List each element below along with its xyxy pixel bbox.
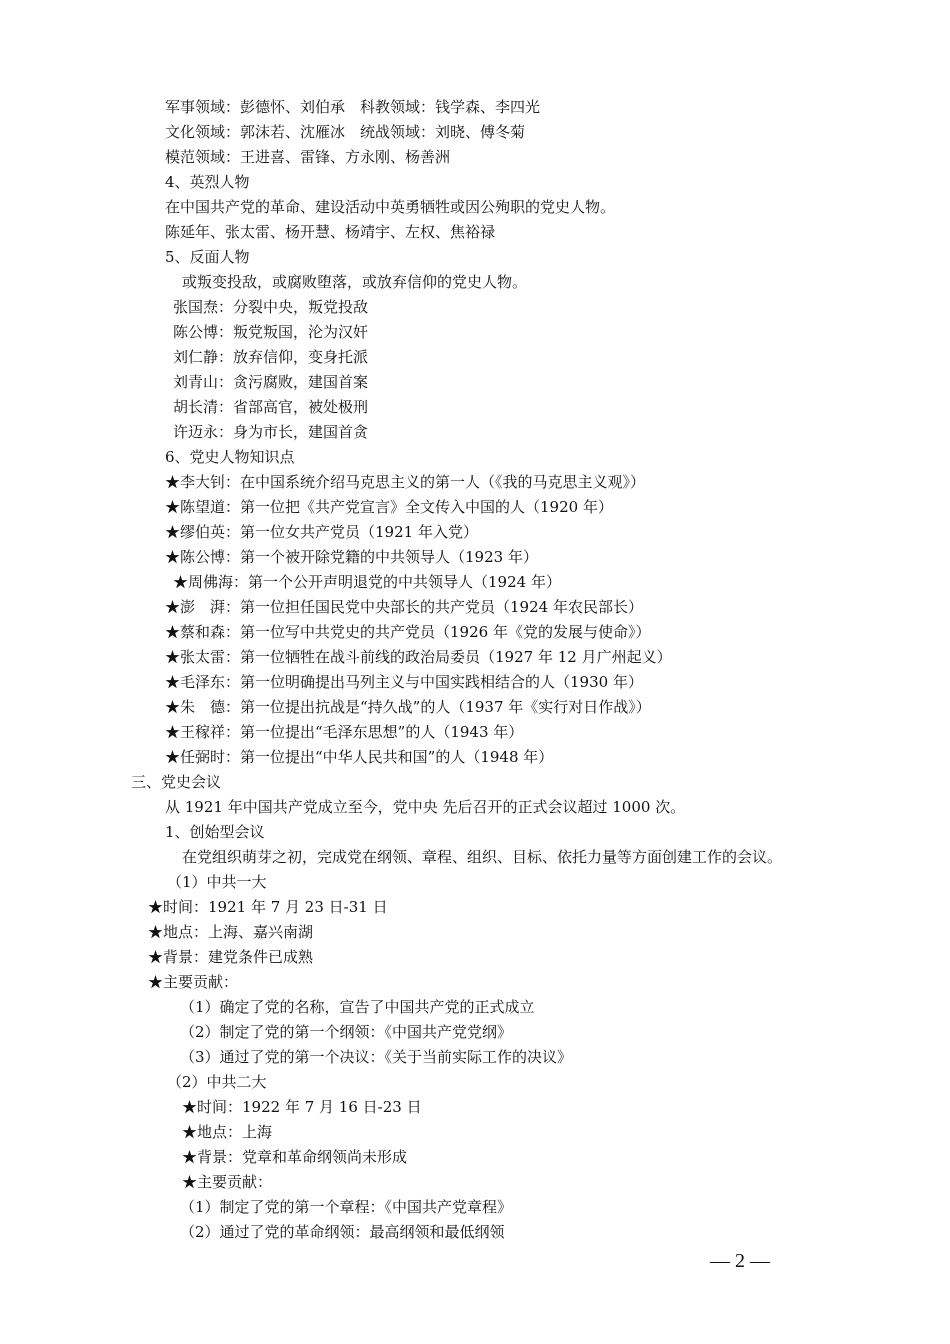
text-line: ★毛泽东：第一位明确提出马列主义与中国实践相结合的人（1930 年） [165, 673, 643, 691]
text-line: ★地点：上海、嘉兴南湖 [148, 923, 314, 941]
text-line: ★张太雷：第一位牺牲在战斗前线的政治局委员（1927 年 12 月广州起义） [165, 648, 672, 666]
text-line: ★地点：上海 [182, 1123, 273, 1141]
text-line: 从 1921 年中国共产党成立至今，党中央 先后召开的正式会议超过 1000 次。 [165, 798, 686, 816]
text-line: ★缪伯英：第一位女共产党员（1921 年入党） [165, 523, 478, 541]
section-heading: 1、创始型会议 [165, 823, 265, 841]
text-line: ★时间：1921 年 7 月 23 日-31 日 [148, 898, 388, 916]
text-line: ★朱 德：第一位提出抗战是“持久战”的人（1937 年《实行对日作战》） [165, 698, 651, 716]
text-line: 刘青山：贪污腐败，建国首案 [173, 373, 369, 391]
text-line: 胡长清：省部高官，被处极刑 [173, 398, 369, 416]
text-line: ★陈公博：第一个被开除党籍的中共领导人（1923 年） [165, 548, 538, 566]
section-heading: 三、党史会议 [131, 773, 222, 791]
text-line: 文化领域：郭沫若、沈雁冰 统战领域：刘晓、傅冬菊 [165, 123, 526, 141]
text-line: 许迈永：身为市长，建国首贪 [173, 423, 369, 441]
text-line: 刘仁静：放弃信仰，变身托派 [173, 348, 369, 366]
text-line: 陈公博：叛党叛国，沦为汉奸 [173, 323, 369, 341]
text-line: ★陈望道：第一位把《共产党宣言》全文传入中国的人（1920 年） [165, 498, 613, 516]
text-line: ★蔡和森：第一位写中共党史的共产党员（1926 年《党的发展与使命》） [165, 623, 651, 641]
text-line: ★主要贡献： [182, 1173, 273, 1191]
text-line: 军事领域：彭德怀、刘伯承 科教领域：钱学森、李四光 [165, 98, 541, 116]
text-line: ★王稼祥：第一位提出“毛泽东思想”的人（1943 年） [165, 723, 524, 741]
text-line: ★背景：党章和革命纲领尚未形成 [182, 1148, 408, 1166]
text-line: 或叛变投敌，或腐败堕落，或放弃信仰的党史人物。 [182, 273, 528, 291]
text-line: ★任弼时：第一位提出“中华人民共和国”的人（1948 年） [165, 748, 554, 766]
text-line: （1）制定了党的第一个章程：《中国共产党章程》 [180, 1198, 513, 1216]
text-line: 在党组织萌芽之初，完成党在纲领、章程、组织、目标、依托力量等方面创建工作的会议。 [182, 848, 783, 866]
text-line: ★主要贡献： [148, 973, 239, 991]
text-line: ★李大钊：在中国系统介绍马克思主义的第一人（《我的马克思主义观》） [165, 473, 646, 491]
text-line: 模范领域：王进喜、雷锋、方永刚、杨善洲 [165, 148, 451, 166]
section-heading: 4、英烈人物 [165, 173, 250, 191]
text-line: （2）通过了党的革命纲领：最高纲领和最低纲领 [180, 1223, 505, 1241]
text-line: ★时间：1922 年 7 月 16 日-23 日 [182, 1098, 422, 1116]
text-line: （3）通过了党的第一个决议：《关于当前实际工作的决议》 [180, 1048, 573, 1066]
text-line: 张国焘：分裂中央，叛党投敌 [173, 298, 369, 316]
text-line: 陈延年、张太雷、杨开慧、杨靖宇、左权、焦裕禄 [165, 223, 496, 241]
text-line: （1）确定了党的名称，宣告了中国共产党的正式成立 [180, 998, 535, 1016]
page-number: — 2 — [710, 1250, 770, 1272]
text-line: ★周佛海：第一个公开声明退党的中共领导人（1924 年） [173, 573, 561, 591]
text-line: ★背景：建党条件已成熟 [148, 948, 314, 966]
text-line: （2）制定了党的第一个纲领：《中国共产党党纲》 [180, 1023, 513, 1041]
section-heading: 6、党史人物知识点 [165, 448, 295, 466]
text-line: 在中国共产党的革命、建设活动中英勇牺牲或因公殉职的党史人物。 [165, 198, 616, 216]
section-heading: 5、反面人物 [165, 248, 250, 266]
text-line: ★澎 湃：第一位担任国民党中央部长的共产党员（1924 年农民部长） [165, 598, 643, 616]
subsection-heading: （2）中共二大 [167, 1073, 267, 1091]
subsection-heading: （1）中共一大 [167, 873, 267, 891]
